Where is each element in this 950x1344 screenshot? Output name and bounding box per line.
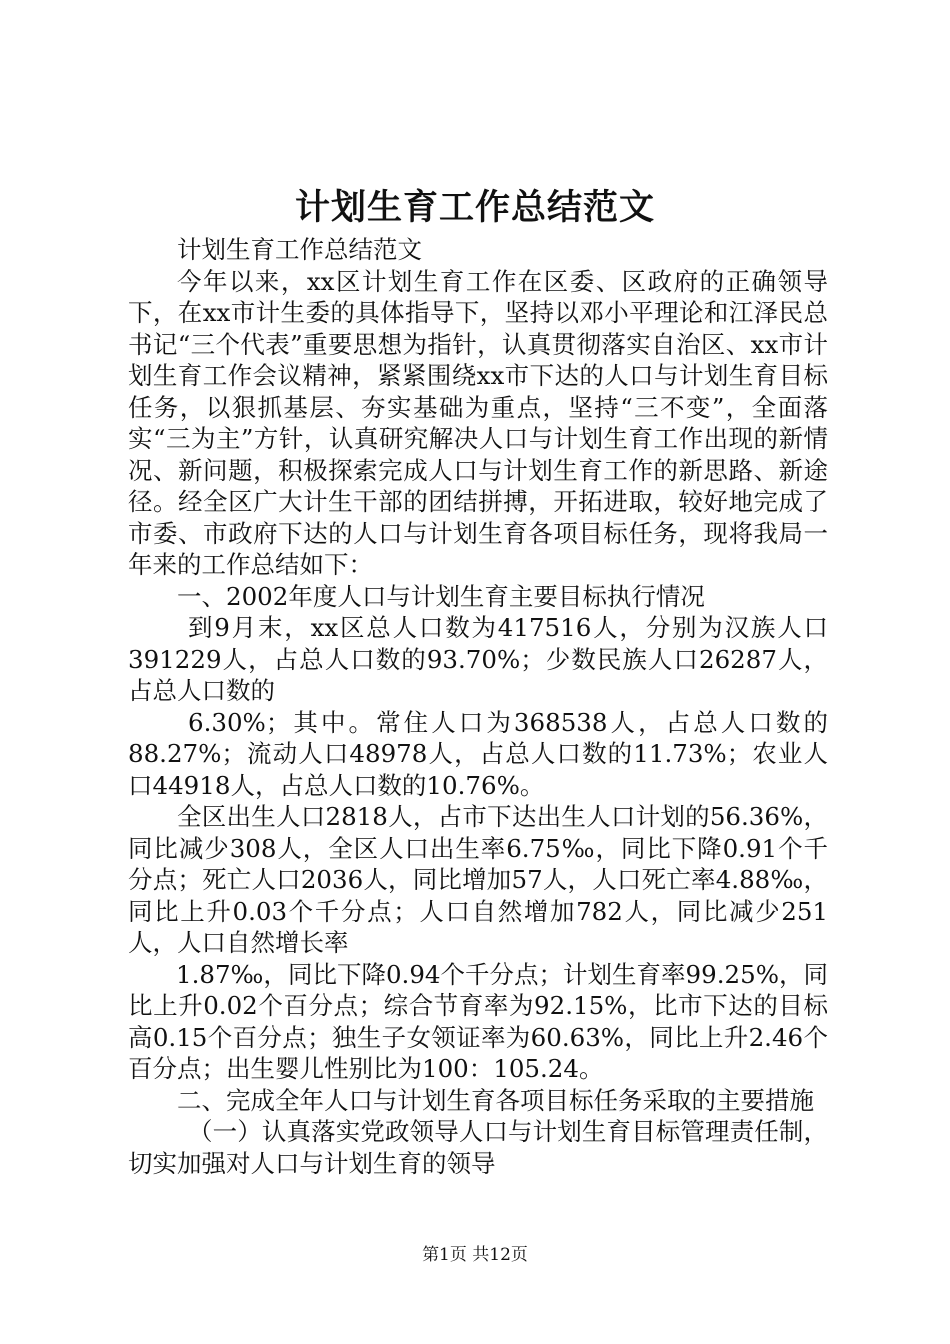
rate-stats-paragraph: 1.87‰，同比下降0.94个千分点；计划生育率99.25%，同比上升0.02个百分点；综合节育率为92.15%，比市下达的目标高0.15个百分点；独生子女领证率为60.63%，同比上升2.46个百分点；出生婴儿性别比为100：105.24。 xyxy=(128,959,828,1083)
subsection-heading-1: （一）认真落实党政领导人口与计划生育目标管理责任制，切实加强对人口与计划生育的领导 xyxy=(128,1117,828,1178)
document-body xyxy=(128,234,828,1179)
birth-stats-paragraph: 全区出生人口2818人，占市下达出生人口计划的56.36%，同比减少308人，全区人口出生率6.75‰，同比下降0.91个千分点；死亡人口2036人，同比增加57人，人口死亡率4.88‰，同比上升0.03个千分点；人口自然增加782人，同比减少251人，人口自然增长率 xyxy=(128,802,828,957)
intro-paragraph: 今年以来，xx区计划生育工作在区委、区政府的正确领导下，在xx市计生委的具体指导下，坚持以邓小平理论和江泽民总书记“三个代表”重要思想为指针，认真贯彻落实自治区、xx市计划生育工作会议精神，紧紧围绕xx市下达的人口与计划生育目标任务，以狠抓基层、夯实基础为重点，坚持“三不变”，全面落实“三为主”方针，认真研究解决人口与计划生育工作出现的新情况、新问题，积极探索完成人口与计划生育工作的新思路、新途径。经全区广大计生干部的团结拼搏，开拓进取，较好地完成了市委、市政府下达的人口与计划生育各项目标任务，现将我局一年来的工作总结如下： xyxy=(128,266,828,579)
population-paragraph: 到9月末，xx区总人口数为417516人，分别为汉族人口391229人，占总人口数的93.70%；少数民族人口26287人，占总人口数的 xyxy=(128,613,828,705)
section-heading-1: 一、2002年度人口与计划生育主要目标执行情况 xyxy=(177,581,705,611)
population-detail-paragraph: 6.30%；其中。常住人口为368538人，占总人口数的88.27%；流动人口48978人，占总人口数的11.73%；农业人口44918人，占总人口数的10.76%。 xyxy=(128,707,828,800)
document-title: 计划生育工作总结范文 xyxy=(294,187,655,228)
subtitle-paragraph: 计划生育工作总结范文 xyxy=(177,235,422,264)
page-footer: 第1页 共12页 xyxy=(422,1245,528,1265)
section-heading-2: 二、完成全年人口与计划生育各项目标任务采取的主要措施 xyxy=(177,1085,814,1115)
